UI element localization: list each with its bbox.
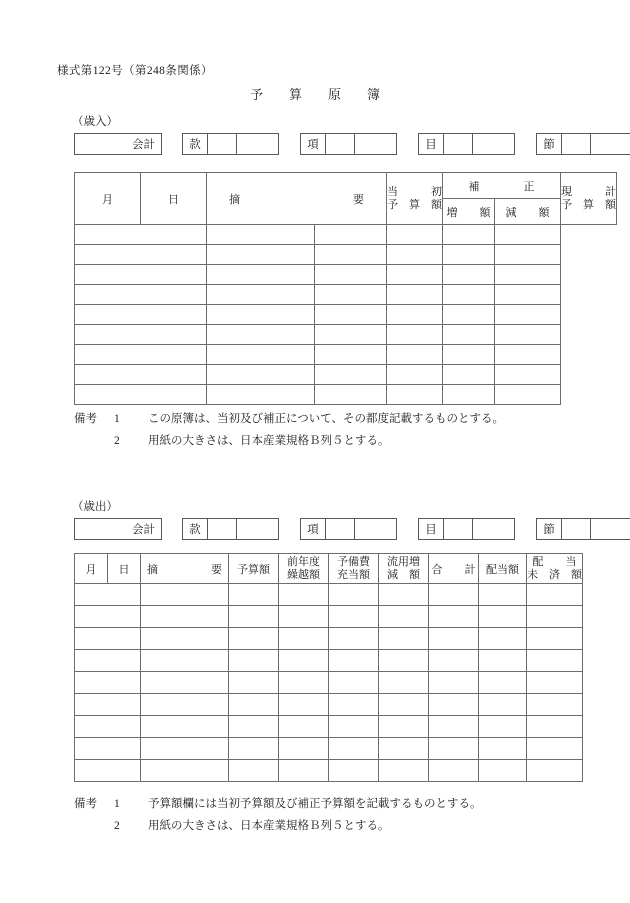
cell-entry[interactable] [495, 385, 561, 405]
cell-entry[interactable] [141, 628, 229, 650]
cell-entry[interactable] [379, 584, 429, 606]
col-header-unallocated [527, 554, 583, 584]
cell-entry[interactable] [429, 650, 479, 672]
cell-date[interactable] [75, 738, 141, 760]
cell-entry[interactable] [279, 760, 329, 782]
cell-date[interactable] [75, 694, 141, 716]
expenditure-table-body [75, 584, 583, 782]
code-group-kaikei [74, 518, 162, 540]
cell-date[interactable] [75, 245, 207, 265]
code-group-moku [418, 518, 515, 540]
cell-entry[interactable] [495, 345, 561, 365]
cell-entry[interactable] [207, 325, 315, 345]
cell-date[interactable] [75, 584, 141, 606]
cell-date[interactable] [75, 265, 207, 285]
table-row [75, 672, 583, 694]
cell-entry[interactable] [141, 716, 229, 738]
cell-entry[interactable] [527, 738, 583, 760]
form-number: 様式第122号（第248条関係） [57, 65, 213, 77]
carryover-line1: 前年度 [287, 555, 320, 568]
cell-entry[interactable] [207, 365, 315, 385]
code-input-ko-2[interactable] [355, 519, 396, 539]
code-input-ko-2[interactable] [355, 134, 396, 154]
cell-entry[interactable] [141, 672, 229, 694]
remark-line [74, 815, 482, 837]
cell-entry[interactable] [479, 672, 527, 694]
cell-entry[interactable] [207, 245, 315, 265]
cell-date[interactable] [75, 606, 141, 628]
remark-number: 2 [114, 820, 120, 832]
remark-line [74, 793, 482, 815]
col-header-total: 合 計 [429, 554, 479, 584]
col-header-increase: 増 額 [443, 199, 495, 225]
cell-date[interactable] [75, 650, 141, 672]
cell-entry[interactable] [495, 265, 561, 285]
cell-entry[interactable] [315, 225, 387, 245]
page-title [0, 84, 630, 103]
remark-text: この原簿は、当初及び補正について、その都度記載するものとする。 [148, 413, 505, 425]
cell-entry[interactable] [315, 285, 387, 305]
cell-date[interactable] [75, 760, 141, 782]
cell-entry[interactable] [527, 716, 583, 738]
cell-entry[interactable] [207, 225, 315, 245]
cell-date[interactable] [75, 225, 207, 245]
cell-entry[interactable] [387, 265, 443, 285]
cell-entry[interactable] [279, 694, 329, 716]
cell-entry[interactable] [387, 345, 443, 365]
col-header-initial-budget [387, 173, 443, 225]
cell-entry[interactable] [527, 628, 583, 650]
table-row [75, 650, 583, 672]
cell-date[interactable] [75, 628, 141, 650]
cell-entry[interactable] [315, 305, 387, 325]
cell-entry[interactable] [329, 628, 379, 650]
code-group-kan [182, 133, 279, 155]
cell-date[interactable] [75, 325, 207, 345]
col-header-reserve-fund [329, 554, 379, 584]
carryover-line2: 繰越額 [287, 568, 320, 581]
cell-entry[interactable] [279, 628, 329, 650]
code-input-kan-2[interactable] [237, 519, 278, 539]
col-header-summary [141, 554, 229, 584]
remark-text: 予算額欄には当初予算額及び補正予算額を記載するものとする。 [148, 798, 482, 810]
table-row [75, 345, 617, 365]
cell-entry[interactable] [387, 365, 443, 385]
code-input-setsu-1[interactable] [562, 519, 591, 539]
cell-entry[interactable] [329, 716, 379, 738]
col-header-summary [207, 173, 387, 225]
code-group-setsu [536, 133, 630, 155]
cell-entry[interactable] [429, 738, 479, 760]
cell-entry[interactable] [429, 584, 479, 606]
remark-line [74, 408, 504, 430]
cell-entry[interactable] [527, 584, 583, 606]
cell-entry[interactable] [207, 265, 315, 285]
cell-entry[interactable] [229, 716, 279, 738]
cell-entry[interactable] [379, 628, 429, 650]
cell-entry[interactable] [279, 650, 329, 672]
col-header-diversion [379, 554, 429, 584]
cell-entry[interactable] [479, 584, 527, 606]
reserve-line1: 予備費 [337, 555, 370, 568]
revenue-remarks [74, 408, 504, 452]
cell-entry[interactable] [387, 305, 443, 325]
cell-entry[interactable] [379, 694, 429, 716]
cell-entry[interactable] [443, 345, 495, 365]
remark-number: 1 [114, 413, 120, 425]
cell-entry[interactable] [229, 650, 279, 672]
col-header-month: 月 [75, 173, 141, 225]
cell-entry[interactable] [495, 285, 561, 305]
code-label-ko: 項 [301, 519, 326, 539]
code-label-kaikei: 会計 [132, 524, 155, 536]
code-input-kan-2[interactable] [237, 134, 278, 154]
table-row [75, 225, 617, 245]
cell-entry[interactable] [527, 760, 583, 782]
table-row [75, 285, 617, 305]
cell-entry[interactable] [329, 606, 379, 628]
cell-entry[interactable] [429, 694, 479, 716]
code-label-kan: 款 [183, 519, 208, 539]
cell-entry[interactable] [387, 225, 443, 245]
expenditure-code-boxes [74, 518, 630, 540]
cell-entry[interactable] [479, 650, 527, 672]
cell-entry[interactable] [315, 265, 387, 285]
code-label-moku: 目 [419, 519, 444, 539]
cell-entry[interactable] [387, 325, 443, 345]
remark-number: 1 [114, 798, 120, 810]
expenditure-table-header [75, 554, 583, 584]
cell-entry[interactable] [141, 584, 229, 606]
cell-entry[interactable] [379, 650, 429, 672]
code-input-ko-1[interactable] [326, 134, 355, 154]
cell-entry[interactable] [207, 285, 315, 305]
col-header-allocation: 配当額 [479, 554, 527, 584]
cell-entry[interactable] [495, 245, 561, 265]
remark-text: 用紙の大きさは、日本産業規格Ｂ列５とする。 [148, 435, 390, 447]
diversion-line2: 減 額 [387, 568, 420, 581]
col-header-summary-2: 要 [353, 193, 364, 206]
cell-date[interactable] [75, 365, 207, 385]
cell-date[interactable] [75, 345, 207, 365]
cell-entry[interactable] [495, 305, 561, 325]
cell-date[interactable] [75, 305, 207, 325]
cell-entry[interactable] [315, 345, 387, 365]
code-input-setsu-2[interactable] [591, 134, 630, 154]
cell-entry[interactable] [329, 694, 379, 716]
cell-entry[interactable] [527, 694, 583, 716]
cell-entry[interactable] [141, 650, 229, 672]
col-header-budget-amount: 予算額 [229, 554, 279, 584]
remark-line [74, 430, 504, 452]
cell-entry[interactable] [379, 760, 429, 782]
cell-entry[interactable] [229, 584, 279, 606]
code-label-setsu: 節 [537, 134, 562, 154]
code-label-setsu: 節 [537, 519, 562, 539]
col-header-current-total [561, 173, 617, 225]
cell-entry[interactable] [443, 225, 495, 245]
expenditure-remarks [74, 793, 482, 837]
table-row [75, 245, 617, 265]
code-label-kaikei: 会計 [132, 139, 155, 151]
cell-entry[interactable] [429, 672, 479, 694]
cell-entry[interactable] [429, 760, 479, 782]
cell-entry[interactable] [315, 325, 387, 345]
col-header-summary-2: 要 [211, 563, 222, 576]
title-char-3: 原 [328, 87, 368, 102]
cell-entry[interactable] [229, 606, 279, 628]
table-row [75, 760, 583, 782]
expenditure-section-label: （歳出） [72, 501, 118, 513]
table-row [75, 305, 617, 325]
cell-date[interactable] [75, 716, 141, 738]
code-group-setsu [536, 518, 630, 540]
code-label-kan: 款 [183, 134, 208, 154]
cell-entry[interactable] [207, 305, 315, 325]
code-group-kan [182, 518, 279, 540]
cell-entry[interactable] [141, 694, 229, 716]
code-input-moku-2[interactable] [473, 134, 514, 154]
cell-entry[interactable] [229, 738, 279, 760]
cell-entry[interactable] [315, 385, 387, 405]
cell-entry[interactable] [329, 738, 379, 760]
cell-entry[interactable] [479, 628, 527, 650]
cell-entry[interactable] [387, 245, 443, 265]
table-row [75, 628, 583, 650]
cell-entry[interactable] [329, 672, 379, 694]
code-group-moku [418, 133, 515, 155]
cell-entry[interactable] [279, 672, 329, 694]
initial-budget-line2: 予 算 額 [387, 198, 442, 211]
cell-entry[interactable] [443, 385, 495, 405]
cell-date[interactable] [75, 385, 207, 405]
col-header-day: 日 [108, 554, 141, 584]
cell-entry[interactable] [495, 225, 561, 245]
cell-entry[interactable] [279, 738, 329, 760]
revenue-section-label: （歳入） [72, 116, 118, 128]
table-row [75, 694, 583, 716]
cell-entry[interactable] [443, 365, 495, 385]
cell-entry[interactable] [527, 650, 583, 672]
cell-entry[interactable] [279, 716, 329, 738]
cell-date[interactable] [75, 285, 207, 305]
cell-entry[interactable] [141, 606, 229, 628]
code-input-kan-1[interactable] [208, 134, 237, 154]
cell-entry[interactable] [229, 628, 279, 650]
col-header-summary-1: 摘 [147, 563, 158, 576]
cell-entry[interactable] [429, 606, 479, 628]
cell-entry[interactable] [329, 650, 379, 672]
current-total-line1: 現 計 [561, 185, 616, 198]
cell-entry[interactable] [443, 285, 495, 305]
cell-entry[interactable] [443, 245, 495, 265]
remark-heading: 備考 [74, 798, 97, 810]
cell-entry[interactable] [527, 606, 583, 628]
title-char-1: 予 [249, 87, 289, 102]
cell-entry[interactable] [379, 672, 429, 694]
code-group-ko [300, 133, 397, 155]
code-input-ko-1[interactable] [326, 519, 355, 539]
code-input-setsu-1[interactable] [562, 134, 591, 154]
cell-entry[interactable] [329, 760, 379, 782]
cell-entry[interactable] [229, 694, 279, 716]
code-input-setsu-2[interactable] [591, 519, 630, 539]
col-header-day: 日 [141, 173, 207, 225]
table-row [75, 365, 617, 385]
table-row [75, 265, 617, 285]
table-row [75, 738, 583, 760]
revenue-table-body [75, 225, 617, 405]
reserve-line2: 充当額 [337, 568, 370, 581]
cell-entry[interactable] [379, 716, 429, 738]
code-input-moku-1[interactable] [444, 134, 473, 154]
cell-entry[interactable] [207, 385, 315, 405]
cell-entry[interactable] [495, 365, 561, 385]
code-input-kan-1[interactable] [208, 519, 237, 539]
cell-entry[interactable] [141, 738, 229, 760]
current-total-line2: 予 算 額 [561, 198, 616, 211]
cell-entry[interactable] [429, 628, 479, 650]
diversion-line1: 流用増 [387, 555, 420, 568]
cell-entry[interactable] [479, 716, 527, 738]
col-header-correction: 補 正 [443, 173, 561, 199]
code-label-ko: 項 [301, 134, 326, 154]
col-header-decrease: 減 額 [495, 199, 561, 225]
code-group-kaikei [74, 133, 162, 155]
col-header-carryover [279, 554, 329, 584]
cell-entry[interactable] [479, 694, 527, 716]
title-char-4: 簿 [367, 87, 381, 102]
cell-entry[interactable] [329, 584, 379, 606]
title-char-2: 算 [288, 87, 328, 102]
cell-entry[interactable] [229, 760, 279, 782]
cell-entry[interactable] [429, 716, 479, 738]
cell-entry[interactable] [387, 285, 443, 305]
cell-entry[interactable] [379, 738, 429, 760]
expenditure-ledger-table [74, 553, 583, 782]
cell-entry[interactable] [207, 345, 315, 365]
cell-date[interactable] [75, 672, 141, 694]
col-header-month: 月 [75, 554, 108, 584]
table-row [75, 606, 583, 628]
cell-entry[interactable] [479, 738, 527, 760]
unallocated-line1: 配 当 [532, 555, 577, 568]
cell-entry[interactable] [479, 760, 527, 782]
cell-entry[interactable] [443, 305, 495, 325]
cell-entry[interactable] [279, 584, 329, 606]
table-row [75, 325, 617, 345]
cell-entry[interactable] [229, 672, 279, 694]
cell-entry[interactable] [527, 672, 583, 694]
revenue-ledger-table [74, 172, 617, 405]
remark-heading: 備考 [74, 413, 97, 425]
unallocated-line2: 未 済 額 [527, 568, 582, 581]
table-row [75, 385, 617, 405]
cell-entry[interactable] [495, 325, 561, 345]
cell-entry[interactable] [443, 325, 495, 345]
cell-entry[interactable] [279, 606, 329, 628]
code-input-moku-1[interactable] [444, 519, 473, 539]
initial-budget-line1: 当 初 [387, 185, 442, 198]
code-group-ko [300, 518, 397, 540]
col-header-summary-1: 摘 [229, 193, 240, 206]
table-row [75, 716, 583, 738]
cell-entry[interactable] [315, 365, 387, 385]
cell-entry[interactable] [141, 760, 229, 782]
cell-entry[interactable] [315, 245, 387, 265]
revenue-table-header [75, 173, 617, 225]
revenue-code-boxes [74, 133, 630, 155]
cell-entry[interactable] [387, 385, 443, 405]
code-label-moku: 目 [419, 134, 444, 154]
cell-entry[interactable] [379, 606, 429, 628]
cell-entry[interactable] [443, 265, 495, 285]
cell-entry[interactable] [479, 606, 527, 628]
code-input-moku-2[interactable] [473, 519, 514, 539]
remark-text: 用紙の大きさは、日本産業規格Ｂ列５とする。 [148, 820, 390, 832]
remark-number: 2 [114, 435, 120, 447]
table-row [75, 584, 583, 606]
